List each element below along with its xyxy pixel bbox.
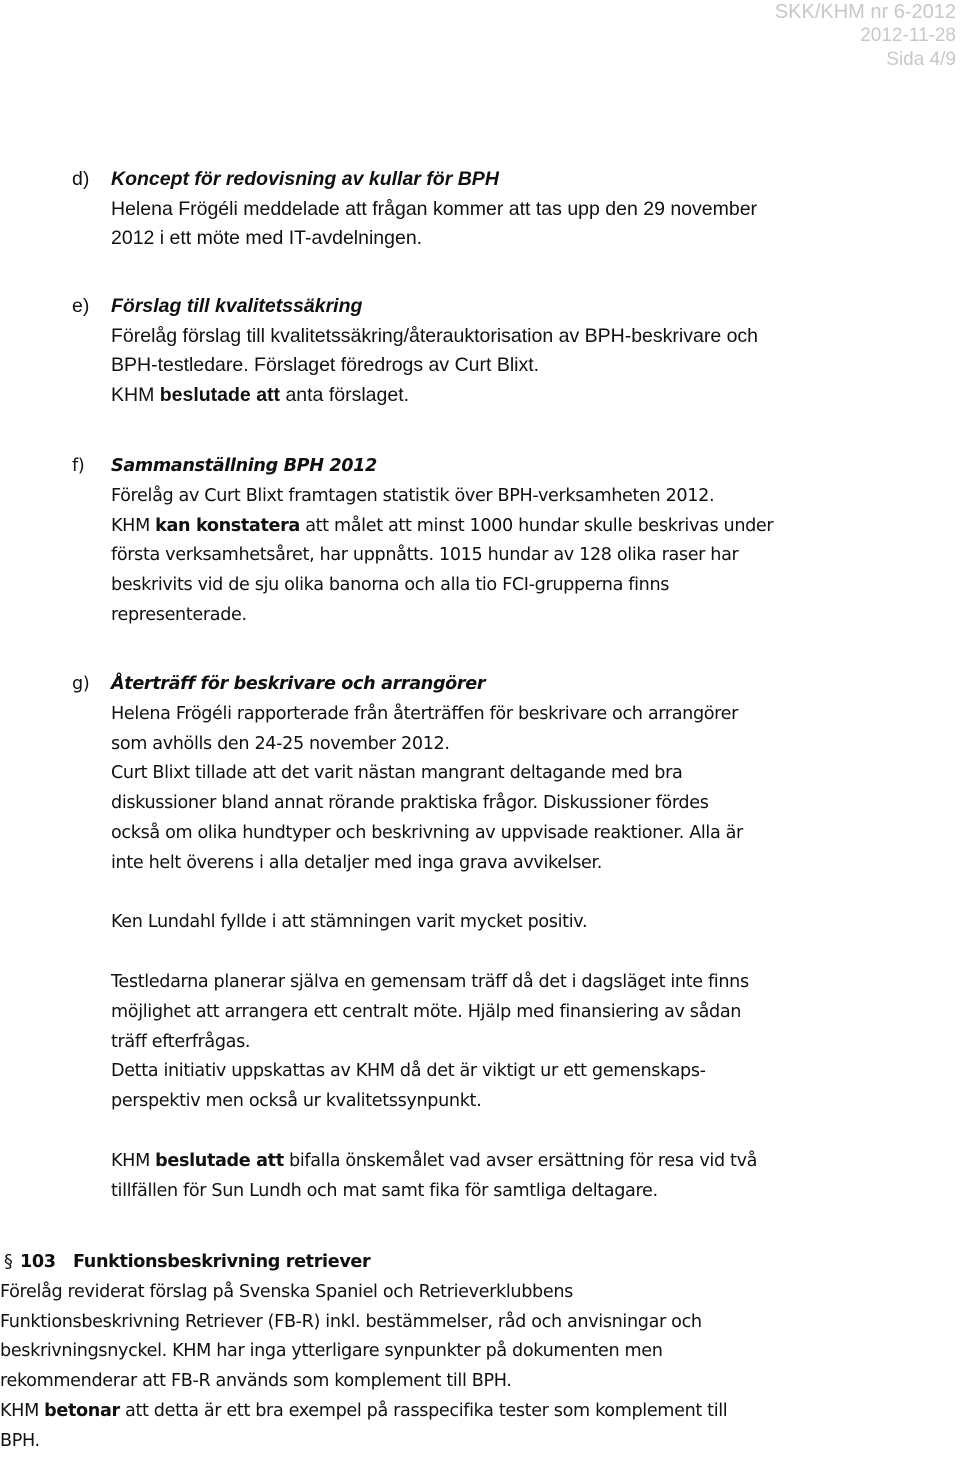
document-date: 2012-11-28 (860, 25, 956, 46)
section-text-line: Funktionsbeskrivning Retriever (FB-R) inkl. bestämmelser, råd och anvisningar och (0, 1311, 702, 1332)
item-heading: Återträff för beskrivare och arrangörer (111, 674, 486, 694)
decision-subject: KHM (0, 1400, 45, 1421)
decision-verb: beslutade att (155, 1150, 284, 1171)
item-text-line: representerade. (111, 604, 247, 625)
section-number: 103 (20, 1252, 56, 1272)
item-marker: e) (72, 295, 90, 317)
item-marker: g) (72, 674, 90, 694)
item-text-line: perspektiv men också ur kvalitetssynpunkt. (111, 1091, 482, 1112)
decision-line (111, 381, 940, 411)
decision-text: att detta är ett bra exempel på rasspecifika tester som komplement till (119, 1400, 728, 1421)
decision-text: anta förslaget. (280, 383, 410, 406)
item-text-line: beskrivits vid de sju olika banorna och alla tio FCI-grupperna finns (111, 575, 670, 596)
decision-subject: KHM (111, 383, 160, 406)
item-text-line: BPH-testledare. Förslaget föredrogs av Curt Blixt. (111, 354, 540, 376)
decision-verb: kan konstatera (155, 515, 300, 536)
section-text-line: beskrivningsnyckel. KHM har inga ytterligare synpunkter på dokumenten men (0, 1341, 663, 1362)
page-header (775, 0, 956, 72)
item-heading: Koncept för redovisning av kullar för BPH (111, 168, 499, 190)
item-marker: d) (72, 168, 90, 190)
page-number: Sida 4/9 (886, 49, 956, 70)
item-text-line: tillfällen för Sun Lundh och mat samt fika för samtliga deltagare. (111, 1180, 658, 1201)
item-e (72, 292, 940, 410)
section-103 (0, 1248, 950, 1457)
item-text-line: Testledarna planerar själva en gemensam träff då det i dagsläget inte finns (111, 971, 749, 992)
item-marker: f) (72, 456, 85, 476)
decision-verb: betonar (44, 1400, 120, 1421)
section-text-line: Förelåg reviderat förslag på Svenska Spaniel och Retrieverklubbens (0, 1281, 573, 1302)
item-text-line: Förelåg förslag till kvalitetssäkring/återauktorisation av BPH-beskrivare och (111, 324, 759, 347)
item-text-line: Curt Blixt tillade att det varit nästan mangrant deltagande med bra (111, 763, 683, 784)
decision-line (111, 1147, 940, 1177)
section-text-line: BPH. (0, 1430, 40, 1451)
item-heading: Förslag till kvalitetssäkring (111, 295, 363, 317)
item-text-line: Förelåg av Curt Blixt framtagen statistik över BPH-verksamheten 2012. (111, 485, 715, 506)
item-text-line: Helena Frögéli meddelade att frågan kommer att tas upp den 29 november (111, 197, 758, 220)
decision-subject: KHM (111, 1150, 156, 1171)
decision-text: bifalla önskemålet vad avser ersättning för resa vid två (283, 1150, 758, 1171)
section-symbol: § (4, 1252, 13, 1272)
item-text-line: träff efterfrågas. (111, 1031, 251, 1052)
decision-subject: KHM (111, 515, 156, 536)
item-text-line: första verksamhetsåret, har uppnåtts. 1015 hundar av 128 olika raser har (111, 545, 739, 566)
item-text-line: 2012 i ett möte med IT-avdelningen. (111, 227, 423, 249)
decision-verb: beslutade att (159, 383, 281, 406)
section-text-line: rekommenderar att FB-R används som komplement till BPH. (0, 1371, 512, 1392)
item-text-line: också om olika hundtyper och beskrivning av uppvisade reaktioner. Alla är (111, 822, 743, 843)
section-heading (4, 1248, 950, 1278)
item-text-line: diskussioner bland annat rörande praktiska frågor. Diskussioner fördes (111, 793, 709, 814)
item-g (72, 670, 940, 1206)
item-text-line: inte helt överens i alla detaljer med inga grava avvikelser. (111, 852, 603, 873)
item-heading: Sammanställning BPH 2012 (111, 456, 377, 476)
decision-line (0, 1397, 950, 1427)
item-text-line: Helena Frögéli rapporterade från återträffen för beskrivare och arrangörer (111, 703, 739, 724)
decision-text: att målet att minst 1000 hundar skulle beskrivas under (299, 515, 774, 536)
item-text-line: möjlighet att arrangera ett centralt möte. Hjälp med finansiering av sådan (111, 1001, 742, 1022)
document-id: SKK/KHM nr 6-2012 (774, 1, 956, 23)
item-text-line: Ken Lundahl fyllde i att stämningen varit mycket positiv. (111, 912, 588, 933)
item-text-line: som avhölls den 24-25 november 2012. (111, 733, 450, 754)
item-text-line: Detta initiativ uppskattas av KHM då det är viktigt ur ett gemenskaps- (111, 1061, 706, 1082)
section-title: Funktionsbeskrivning retriever (73, 1252, 371, 1272)
item-f (72, 452, 940, 631)
decision-line (111, 512, 940, 542)
item-d (72, 165, 940, 254)
